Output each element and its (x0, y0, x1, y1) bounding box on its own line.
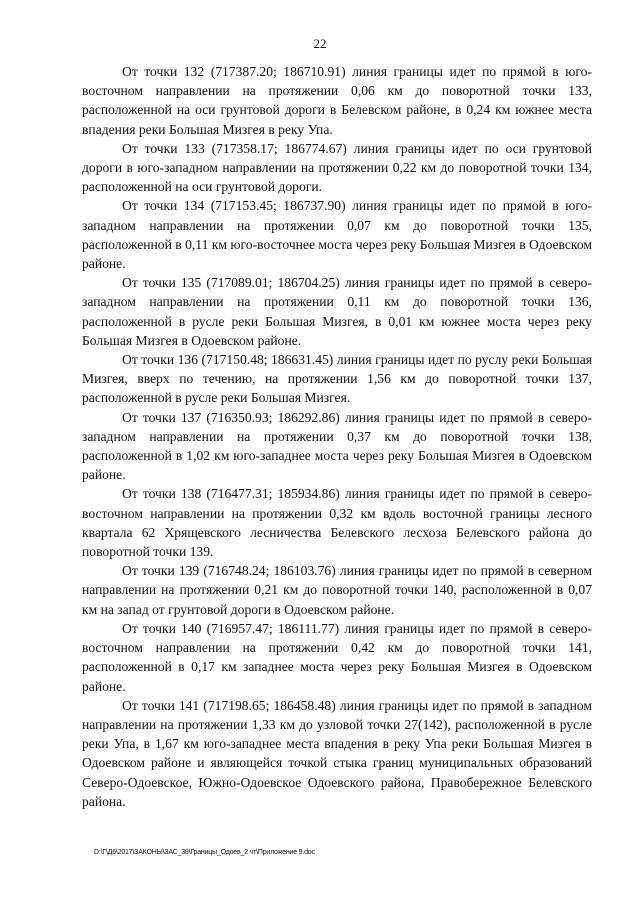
paragraph: От точки 137 (716350.93; 186292.86) линия границы идет по прямой в северо-западном направлении на протяжении 0,37 км до поворотной точки 138, расположенной в 1,02 км юго-западнее моста через реку Большая Мизгея в Одоевском районе. (82, 409, 592, 483)
document-body (82, 62, 592, 811)
paragraph: От точки 134 (717153.45; 186737.90) линия границы идет по прямой в юго-западном направлении на протяжении 0,07 км до поворотной точки 135, расположенной в 0,11 км юго-восточнее моста через реку Большая Мизгея в Одоевском районе. (82, 198, 592, 272)
paragraph: От точки 139 (716748.24; 186103.76) линия границы идет по прямой в северном направлении на протяжении 0,21 км до поворотной точки 140, расположенной в 0,07 км на запад от грунтовой дороги в Одоевском районе. (82, 563, 592, 617)
paragraph: От точки 136 (717150.48; 186631.45) линия границы идет по руслу реки Большая Мизгея, вверх по течению, на протяжении 1,56 км до поворотной точки 137, расположенной в русле реки Большая Мизгея. (82, 352, 592, 406)
file-path-footer: D:\Г\Д6\2017\ЗАКОНЫ\ЗАС_38\Границы_Одоев_2 чт\Приложение 9.doc (94, 849, 315, 856)
paragraph: От точки 135 (717089.01; 186704.25) линия границы идет по прямой в северо-западном направлении на протяжении 0,11 км до поворотной точки 136, расположенной в русле реки Большая Мизгея, в 0,01 км южнее моста через реку Большая Мизгея в Одоевском районе. (82, 275, 592, 348)
paragraph: От точки 141 (717198.65; 186458.48) линия границы идет по прямой в западном направлении на протяжении 1,33 км до узловой точки 27(142), расположенной в русле реки Упа, в 1,67 км юго-западнее места впадения в реку Упа реки Большая Мизгея в Одоевском районе и являющейся точкой стыка границ муниципальных образований Северо-Одоевское, Южно-Одоевское Одоевского района, Правобережное Белевского района. (82, 697, 592, 809)
paragraph: От точки 138 (716477.31; 185934.86) линия границы идет по прямой в северо-восточном направлении на протяжении 0,32 км вдоль восточной границы лесного квартала 62 Хрящевского лесничества Белевского лесхоза Белевского района до поворотной точки 139. (82, 486, 592, 560)
page-number: 22 (313, 36, 327, 51)
paragraph: От точки 132 (717387.20; 186710.91) линия границы идет по прямой в юго-восточном направлении на протяжении 0,06 км до поворотной точки 133, расположенной на оси грунтовой дороги в Белевском районе, в 0,24 км южнее места впадения реки Большая Мизгея в реку Упа. (82, 64, 592, 137)
paragraph: От точки 133 (717358.17; 186774.67) линия границы идет по оси грунтовой дороги в юго-западном направлении на протяжении 0,22 км до поворотной точки 134, расположенной на оси грунтовой дороги. (82, 140, 592, 195)
paragraph: От точки 140 (716957.47; 186111.77) линия границы идет по прямой в северо-восточном направлении на протяжении 0,42 км до поворотной точки 141, расположенной в 0,17 км западнее моста через реку Большая Мизгея в Одоевском районе. (82, 620, 592, 694)
